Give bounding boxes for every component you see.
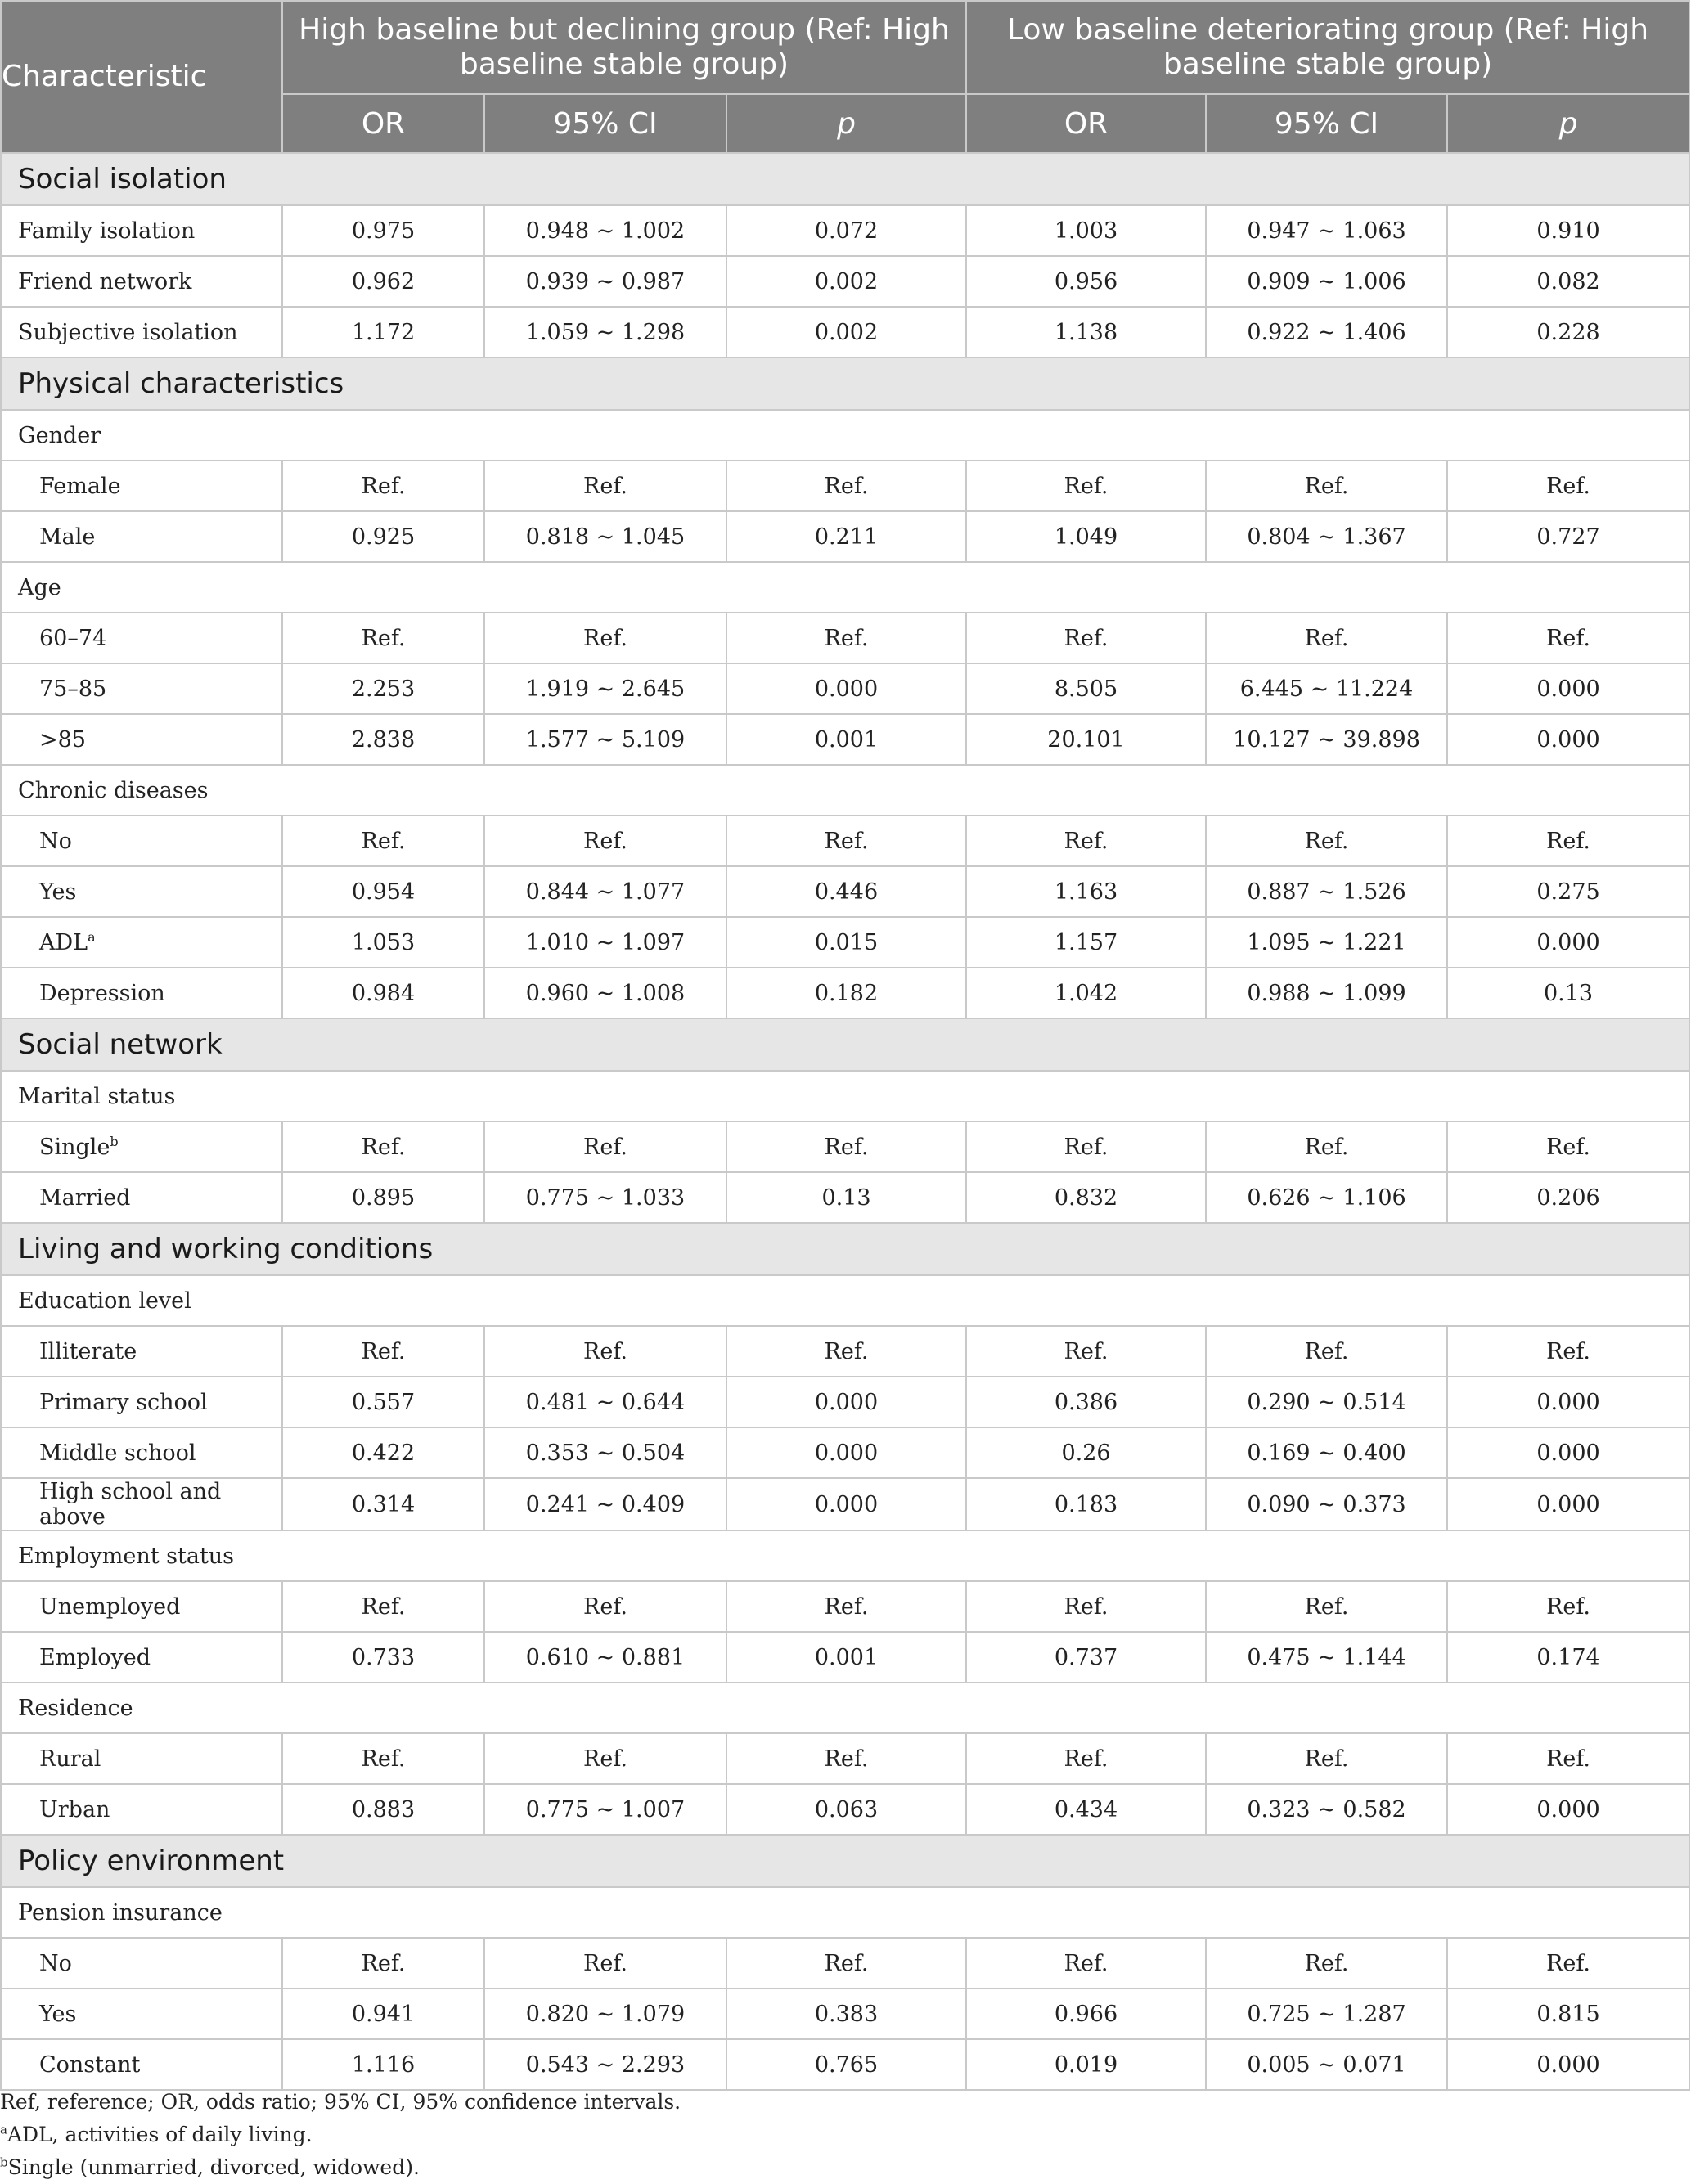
cell-ci-1: 0.844 ~ 1.077 <box>484 866 726 917</box>
row-label-cell <box>1 1377 282 1427</box>
cell-ci-2: Ref. <box>1206 1326 1447 1377</box>
cell-p-2: 0.000 <box>1447 663 1689 714</box>
cell-p-2: 0.000 <box>1447 714 1689 765</box>
cell-ci-1: Ref. <box>484 613 726 663</box>
cell-ci-1: 0.948 ~ 1.002 <box>484 205 726 256</box>
table-row <box>1 866 1689 917</box>
cell-p-1: Ref. <box>726 1733 966 1784</box>
row-label: Subjective isolation <box>18 319 238 345</box>
cell-p-1: 0.072 <box>726 205 966 256</box>
cell-or-1: Ref. <box>282 613 484 663</box>
table-row <box>1 1989 1689 2039</box>
cell-p-2: 0.13 <box>1447 968 1689 1018</box>
cell-p-2: 0.228 <box>1447 307 1689 357</box>
row-label: High school and above <box>39 1479 222 1530</box>
cell-p-2: 0.000 <box>1447 2039 1689 2090</box>
table-row <box>1 1733 1689 1784</box>
cell-or-1: Ref. <box>282 461 484 511</box>
cell-p-1: 0.000 <box>726 663 966 714</box>
footnote-marker: b <box>110 1133 119 1149</box>
cell-or-2: 0.832 <box>966 1172 1206 1223</box>
row-label-cell <box>1 256 282 307</box>
cell-ci-2: 0.804 ~ 1.367 <box>1206 511 1447 562</box>
row-label-cell <box>1 1172 282 1223</box>
row-label: Male <box>39 524 96 550</box>
cell-p-2: 0.000 <box>1447 1427 1689 1478</box>
row-label: 60–74 <box>39 625 107 651</box>
table-row <box>1 663 1689 714</box>
table-row <box>1 968 1689 1018</box>
category-label: Gender <box>1 410 1689 461</box>
section-row <box>1 153 1689 205</box>
table-row <box>1 917 1689 968</box>
category-label: Marital status <box>1 1071 1689 1121</box>
cell-or-2: 0.434 <box>966 1784 1206 1835</box>
header-p: p <box>726 94 966 153</box>
cell-or-2: 0.183 <box>966 1478 1206 1530</box>
header-or: OR <box>966 94 1206 153</box>
cell-p-1: 0.383 <box>726 1989 966 2039</box>
category-row <box>1 765 1689 816</box>
row-label: Rural <box>39 1746 101 1772</box>
cell-or-2: 0.966 <box>966 1989 1206 2039</box>
footnote-general: Ref, reference; OR, odds ratio; 95% CI, 95% confidence intervals. <box>0 2090 681 2114</box>
cell-ci-1: 0.820 ~ 1.079 <box>484 1989 726 2039</box>
cell-p-1: 0.211 <box>726 511 966 562</box>
cell-p-1: Ref. <box>726 816 966 866</box>
cell-p-2: 0.000 <box>1447 1478 1689 1530</box>
cell-or-2: 1.042 <box>966 968 1206 1018</box>
footnote-a-mark: a <box>0 2122 7 2137</box>
cell-ci-2: 6.445 ~ 11.224 <box>1206 663 1447 714</box>
cell-or-1: Ref. <box>282 816 484 866</box>
cell-ci-1: 0.241 ~ 0.409 <box>484 1478 726 1530</box>
cell-or-1: 0.975 <box>282 205 484 256</box>
table-row <box>1 2039 1689 2090</box>
cell-p-1: Ref. <box>726 1938 966 1989</box>
section-title: Policy environment <box>1 1835 1689 1887</box>
row-label-cell <box>1 968 282 1018</box>
section-title: Social isolation <box>1 153 1689 205</box>
table-row <box>1 256 1689 307</box>
cell-ci-1: Ref. <box>484 461 726 511</box>
cell-p-1: Ref. <box>726 461 966 511</box>
row-label: Yes <box>39 2001 77 2027</box>
cell-ci-2: 1.095 ~ 1.221 <box>1206 917 1447 968</box>
row-label-cell <box>1 511 282 562</box>
cell-ci-2: 0.169 ~ 0.400 <box>1206 1427 1447 1478</box>
cell-p-2: Ref. <box>1447 613 1689 663</box>
cell-ci-2: Ref. <box>1206 816 1447 866</box>
cell-p-2: Ref. <box>1447 1938 1689 1989</box>
table-row <box>1 1326 1689 1377</box>
table-row <box>1 461 1689 511</box>
cell-p-2: 0.000 <box>1447 917 1689 968</box>
table-row <box>1 205 1689 256</box>
cell-p-1: Ref. <box>726 1326 966 1377</box>
cell-p-2: 0.082 <box>1447 256 1689 307</box>
footnote-b-mark: b <box>0 2155 8 2170</box>
footnote-b-text: Single (unmarried, divorced, widowed). <box>7 2155 420 2179</box>
footnote-b <box>0 2151 1685 2184</box>
cell-or-1: 2.838 <box>282 714 484 765</box>
section-row <box>1 1223 1689 1275</box>
table-row <box>1 714 1689 765</box>
row-label: No <box>39 828 72 854</box>
category-label: Employment status <box>1 1530 1689 1581</box>
table-row <box>1 1581 1689 1632</box>
cell-p-2: 0.727 <box>1447 511 1689 562</box>
category-row <box>1 1275 1689 1326</box>
table-row <box>1 816 1689 866</box>
cell-or-2: Ref. <box>966 613 1206 663</box>
cell-p-1: 0.002 <box>726 256 966 307</box>
cell-or-1: Ref. <box>282 1326 484 1377</box>
footnotes <box>0 2086 1685 2184</box>
cell-or-2: 0.019 <box>966 2039 1206 2090</box>
table-row <box>1 1121 1689 1172</box>
row-label-cell <box>1 1632 282 1683</box>
cell-or-1: 0.422 <box>282 1427 484 1478</box>
table-row <box>1 613 1689 663</box>
cell-ci-1: 0.775 ~ 1.033 <box>484 1172 726 1223</box>
cell-ci-1: 1.577 ~ 5.109 <box>484 714 726 765</box>
cell-or-1: 1.116 <box>282 2039 484 2090</box>
cell-or-1: 0.733 <box>282 1632 484 1683</box>
cell-ci-2: 0.323 ~ 0.582 <box>1206 1784 1447 1835</box>
cell-p-2: Ref. <box>1447 1121 1689 1172</box>
cell-ci-1: 1.010 ~ 1.097 <box>484 917 726 968</box>
cell-ci-1: Ref. <box>484 1938 726 1989</box>
cell-ci-2: 0.947 ~ 1.063 <box>1206 205 1447 256</box>
header-ci: 95% CI <box>1206 94 1447 153</box>
cell-p-2: 0.815 <box>1447 1989 1689 2039</box>
cell-or-2: 1.138 <box>966 307 1206 357</box>
cell-ci-2: 0.626 ~ 1.106 <box>1206 1172 1447 1223</box>
cell-ci-2: 0.290 ~ 0.514 <box>1206 1377 1447 1427</box>
cell-ci-1: 1.919 ~ 2.645 <box>484 663 726 714</box>
category-label: Age <box>1 562 1689 613</box>
cell-or-1: 0.925 <box>282 511 484 562</box>
row-label: Yes <box>39 879 77 905</box>
section-title: Physical characteristics <box>1 357 1689 410</box>
cell-p-2: 0.206 <box>1447 1172 1689 1223</box>
cell-p-1: 0.13 <box>726 1172 966 1223</box>
category-row <box>1 1530 1689 1581</box>
category-row <box>1 562 1689 613</box>
cell-p-1: 0.001 <box>726 1632 966 1683</box>
cell-or-1: 0.962 <box>282 256 484 307</box>
cell-ci-2: 0.988 ~ 1.099 <box>1206 968 1447 1018</box>
row-label-cell <box>1 1938 282 1989</box>
row-label: ADL <box>39 929 88 955</box>
cell-p-1: 0.001 <box>726 714 966 765</box>
row-label-cell <box>1 714 282 765</box>
cell-p-2: 0.000 <box>1447 1377 1689 1427</box>
cell-ci-2: Ref. <box>1206 613 1447 663</box>
row-label: Friend network <box>18 268 192 294</box>
category-row <box>1 1887 1689 1938</box>
row-label: Married <box>39 1184 131 1211</box>
cell-ci-1: 0.543 ~ 2.293 <box>484 2039 726 2090</box>
row-label: Single <box>39 1134 110 1160</box>
cell-p-2: Ref. <box>1447 1581 1689 1632</box>
cell-ci-1: 0.939 ~ 0.987 <box>484 256 726 307</box>
cell-or-1: 0.883 <box>282 1784 484 1835</box>
row-label-cell <box>1 2039 282 2090</box>
header-characteristic: Characteristic <box>1 1 282 153</box>
row-label-cell <box>1 1784 282 1835</box>
cell-ci-1: Ref. <box>484 1581 726 1632</box>
cell-or-2: 0.956 <box>966 256 1206 307</box>
cell-p-1: Ref. <box>726 613 966 663</box>
section-title: Social network <box>1 1018 1689 1071</box>
cell-p-2: 0.000 <box>1447 1784 1689 1835</box>
row-label-cell <box>1 461 282 511</box>
cell-or-1: Ref. <box>282 1733 484 1784</box>
cell-ci-1: 0.353 ~ 0.504 <box>484 1427 726 1478</box>
cell-or-2: 8.505 <box>966 663 1206 714</box>
cell-p-2: 0.174 <box>1447 1632 1689 1683</box>
cell-ci-2: Ref. <box>1206 461 1447 511</box>
cell-ci-2: Ref. <box>1206 1121 1447 1172</box>
section-row <box>1 357 1689 410</box>
cell-p-1: 0.765 <box>726 2039 966 2090</box>
cell-or-2: 0.737 <box>966 1632 1206 1683</box>
cell-or-2: 0.26 <box>966 1427 1206 1478</box>
header-or: OR <box>282 94 484 153</box>
category-label: Pension insurance <box>1 1887 1689 1938</box>
category-row <box>1 1683 1689 1733</box>
table-row <box>1 1632 1689 1683</box>
header-group-high-baseline-declining: High baseline but declining group (Ref: High baseline stable group) <box>282 1 966 94</box>
cell-or-2: 1.157 <box>966 917 1206 968</box>
cell-p-1: Ref. <box>726 1121 966 1172</box>
row-label-cell <box>1 866 282 917</box>
cell-or-2: Ref. <box>966 1733 1206 1784</box>
table-row <box>1 1478 1689 1530</box>
row-label-cell <box>1 816 282 866</box>
table-body <box>1 153 1689 2090</box>
table-row <box>1 511 1689 562</box>
cell-or-1: 2.253 <box>282 663 484 714</box>
cell-or-1: 0.984 <box>282 968 484 1018</box>
row-label: Constant <box>39 2051 141 2078</box>
row-label-cell <box>1 1733 282 1784</box>
table-row <box>1 1784 1689 1835</box>
table-row <box>1 307 1689 357</box>
cell-ci-1: 0.610 ~ 0.881 <box>484 1632 726 1683</box>
table-row <box>1 1172 1689 1223</box>
category-label: Chronic diseases <box>1 765 1689 816</box>
cell-ci-2: Ref. <box>1206 1733 1447 1784</box>
cell-or-2: 1.049 <box>966 511 1206 562</box>
row-label-cell <box>1 1989 282 2039</box>
cell-p-2: 0.910 <box>1447 205 1689 256</box>
row-label-cell <box>1 1478 282 1530</box>
cell-or-1: Ref. <box>282 1581 484 1632</box>
table-row <box>1 1377 1689 1427</box>
cell-p-1: Ref. <box>726 1581 966 1632</box>
cell-ci-2: 0.005 ~ 0.071 <box>1206 2039 1447 2090</box>
footnote-a-text: ADL, activities of daily living. <box>7 2123 313 2146</box>
cell-p-1: 0.182 <box>726 968 966 1018</box>
header-ci: 95% CI <box>484 94 726 153</box>
cell-ci-1: 1.059 ~ 1.298 <box>484 307 726 357</box>
section-title: Living and working conditions <box>1 1223 1689 1275</box>
header-row-groups <box>1 1 1689 94</box>
cell-p-2: Ref. <box>1447 816 1689 866</box>
footnote-marker: a <box>88 928 96 945</box>
cell-p-1: 0.002 <box>726 307 966 357</box>
row-label-cell <box>1 1326 282 1377</box>
row-label: Urban <box>39 1796 110 1822</box>
row-label: Family isolation <box>18 218 196 244</box>
cell-ci-2: 0.725 ~ 1.287 <box>1206 1989 1447 2039</box>
row-label: Unemployed <box>39 1593 181 1620</box>
cell-ci-1: Ref. <box>484 816 726 866</box>
cell-or-2: 0.386 <box>966 1377 1206 1427</box>
cell-or-1: 0.895 <box>282 1172 484 1223</box>
cell-ci-2: 0.887 ~ 1.526 <box>1206 866 1447 917</box>
cell-p-1: 0.000 <box>726 1377 966 1427</box>
cell-or-1: 0.314 <box>282 1478 484 1530</box>
cell-or-2: Ref. <box>966 1581 1206 1632</box>
cell-ci-1: Ref. <box>484 1733 726 1784</box>
cell-ci-1: 0.775 ~ 1.007 <box>484 1784 726 1835</box>
section-row <box>1 1018 1689 1071</box>
cell-or-2: Ref. <box>966 1326 1206 1377</box>
row-label: Employed <box>39 1644 151 1670</box>
cell-p-2: Ref. <box>1447 461 1689 511</box>
row-label: 75–85 <box>39 676 107 702</box>
cell-ci-1: Ref. <box>484 1121 726 1172</box>
cell-or-2: Ref. <box>966 461 1206 511</box>
row-label-cell <box>1 1581 282 1632</box>
cell-or-2: 1.003 <box>966 205 1206 256</box>
cell-or-1: Ref. <box>282 1121 484 1172</box>
cell-p-1: 0.446 <box>726 866 966 917</box>
cell-ci-1: 0.960 ~ 1.008 <box>484 968 726 1018</box>
cell-p-2: Ref. <box>1447 1733 1689 1784</box>
cell-or-1: 1.172 <box>282 307 484 357</box>
section-row <box>1 1835 1689 1887</box>
cell-p-1: 0.063 <box>726 1784 966 1835</box>
row-label-cell <box>1 1427 282 1478</box>
cell-ci-2: 10.127 ~ 39.898 <box>1206 714 1447 765</box>
row-label-cell <box>1 613 282 663</box>
cell-ci-2: 0.475 ~ 1.144 <box>1206 1632 1447 1683</box>
row-label-cell <box>1 1121 282 1172</box>
row-label: Illiterate <box>39 1338 137 1364</box>
row-label: No <box>39 1950 72 1976</box>
cell-or-1: 1.053 <box>282 917 484 968</box>
category-label: Education level <box>1 1275 1689 1326</box>
cell-p-1: 0.000 <box>726 1427 966 1478</box>
header-group-low-baseline-deteriorating: Low baseline deteriorating group (Ref: High baseline stable group) <box>966 1 1689 94</box>
cell-or-1: Ref. <box>282 1938 484 1989</box>
row-label-cell <box>1 663 282 714</box>
cell-or-2: 20.101 <box>966 714 1206 765</box>
category-row <box>1 410 1689 461</box>
cell-ci-2: Ref. <box>1206 1581 1447 1632</box>
cell-p-2: Ref. <box>1447 1326 1689 1377</box>
row-label-cell <box>1 307 282 357</box>
cell-ci-1: Ref. <box>484 1326 726 1377</box>
row-label-cell <box>1 205 282 256</box>
cell-ci-1: 0.481 ~ 0.644 <box>484 1377 726 1427</box>
cell-or-2: Ref. <box>966 1121 1206 1172</box>
header-p: p <box>1447 94 1689 153</box>
cell-or-1: 0.941 <box>282 1989 484 2039</box>
row-label: Depression <box>39 980 165 1006</box>
cell-ci-2: 0.922 ~ 1.406 <box>1206 307 1447 357</box>
cell-ci-2: 0.090 ~ 0.373 <box>1206 1478 1447 1530</box>
row-label: >85 <box>39 726 86 753</box>
cell-p-1: 0.015 <box>726 917 966 968</box>
cell-or-1: 0.954 <box>282 866 484 917</box>
table-row <box>1 1427 1689 1478</box>
cell-ci-2: Ref. <box>1206 1938 1447 1989</box>
row-label: Primary school <box>39 1389 208 1415</box>
category-row <box>1 1071 1689 1121</box>
cell-or-1: 0.557 <box>282 1377 484 1427</box>
cell-or-2: Ref. <box>966 816 1206 866</box>
cell-ci-1: 0.818 ~ 1.045 <box>484 511 726 562</box>
cell-ci-2: 0.909 ~ 1.006 <box>1206 256 1447 307</box>
cell-or-2: 1.163 <box>966 866 1206 917</box>
table-row <box>1 1938 1689 1989</box>
row-label-cell <box>1 917 282 968</box>
footnote-a <box>0 2119 1685 2151</box>
cell-p-1: 0.000 <box>726 1478 966 1530</box>
cell-or-2: Ref. <box>966 1938 1206 1989</box>
row-label: Female <box>39 473 121 499</box>
category-label: Residence <box>1 1683 1689 1733</box>
cell-p-2: 0.275 <box>1447 866 1689 917</box>
row-label: Middle school <box>39 1440 196 1466</box>
